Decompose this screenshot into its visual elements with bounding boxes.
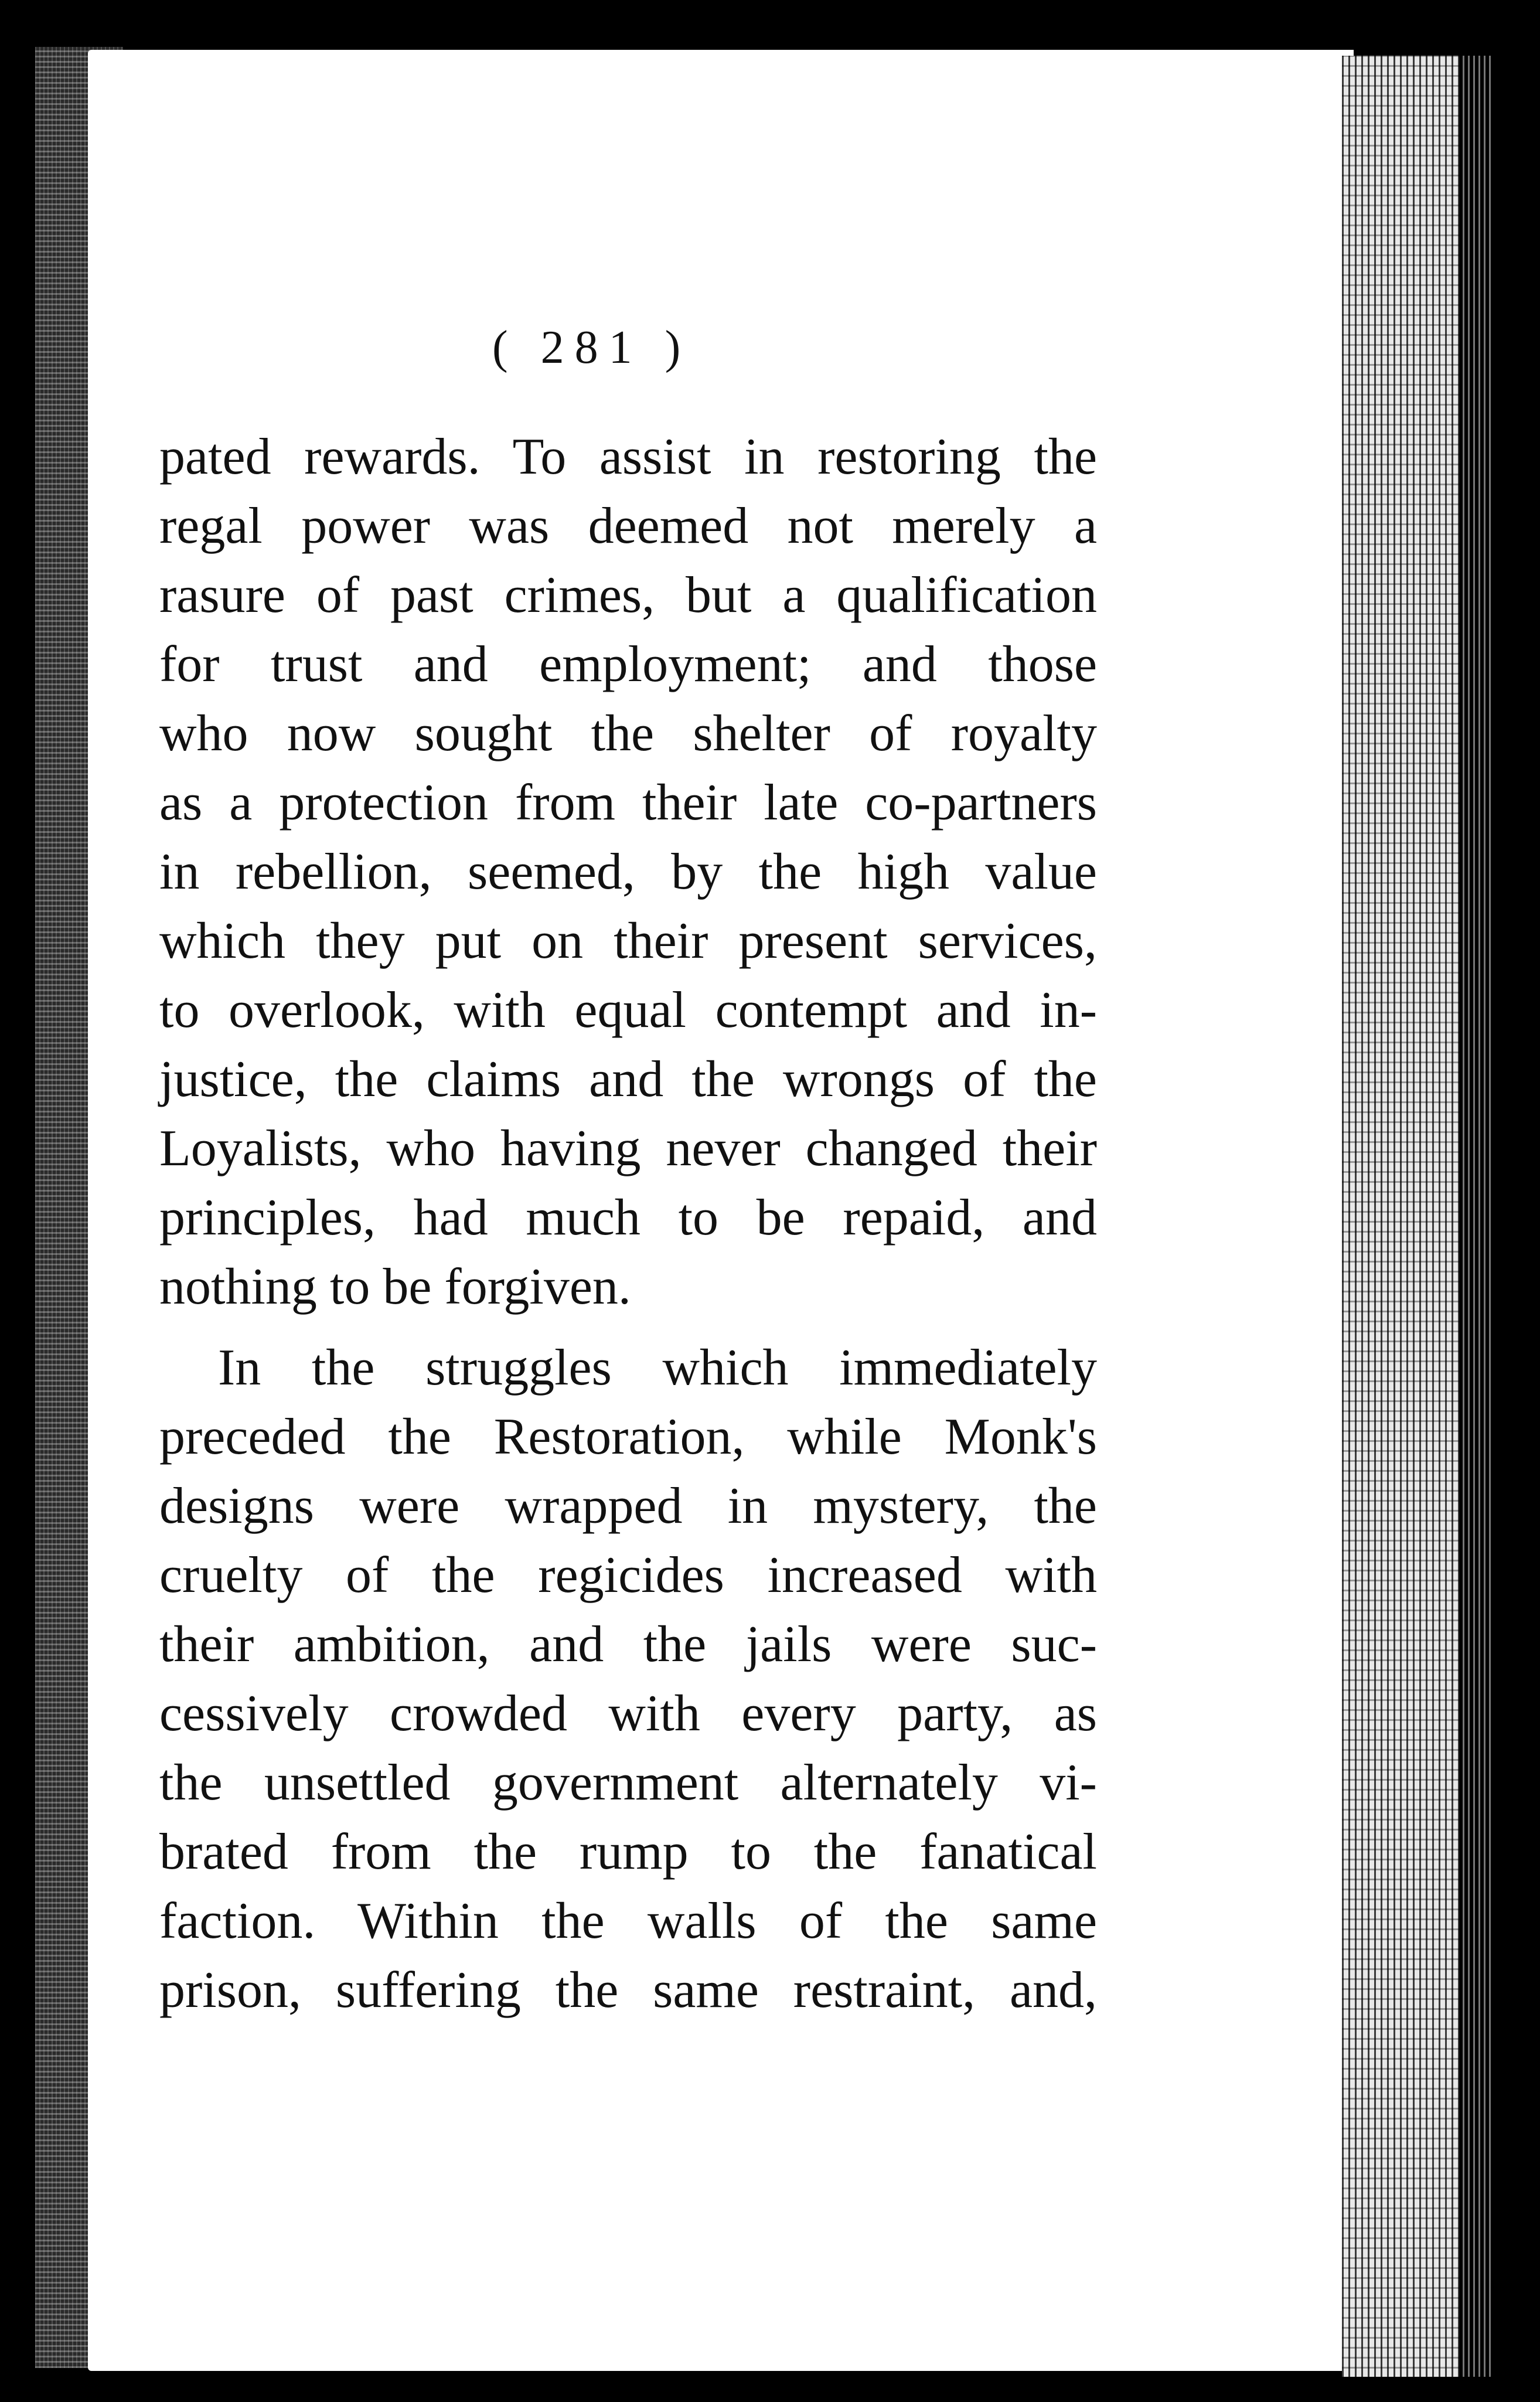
text-line: who now sought the shelter of royalty xyxy=(159,705,1097,762)
text-line: justice, the claims and the wrongs of the xyxy=(159,1051,1097,1108)
text-line: cruelty of the regicides increased with xyxy=(159,1547,1097,1604)
text-line: cessively crowded with every party, as xyxy=(159,1685,1097,1742)
text-line: their ambition, and the jails were suc- xyxy=(159,1616,1097,1673)
text-line: principles, had much to be repaid, and xyxy=(159,1189,1097,1246)
text-line-paragraph-start: In the struggles which immediately xyxy=(218,1339,1097,1396)
cover-edge xyxy=(1459,56,1494,2377)
text-line: brated from the rump to the fanatical xyxy=(159,1823,1097,1880)
text-line: preceded the Restoration, while Monk's xyxy=(159,1408,1097,1465)
text-line: the unsettled government alternately vi- xyxy=(159,1754,1097,1811)
page-number: ( 281 ) xyxy=(492,322,691,373)
text-line: for trust and employment; and those xyxy=(159,636,1097,693)
text-line: Loyalists, who having never changed their xyxy=(159,1120,1097,1177)
text-line-paragraph-end: nothing to be forgiven. xyxy=(159,1258,631,1315)
text-line: rasure of past crimes, but a qualification xyxy=(159,567,1097,624)
text-line: designs were wrapped in mystery, the xyxy=(159,1478,1097,1535)
text-line: as a protection from their late co-partners xyxy=(159,774,1097,831)
text-line: which they put on their present services, xyxy=(159,913,1097,969)
text-line: to overlook, with equal contempt and in- xyxy=(159,982,1097,1039)
text-line: regal power was deemed not merely a xyxy=(159,498,1097,554)
text-line: prison, suffering the same restraint, and, xyxy=(159,1962,1097,2019)
text-line: in rebellion, seemed, by the high value xyxy=(159,843,1097,900)
text-line: faction. Within the walls of the same xyxy=(159,1893,1097,1950)
text-line: pated rewards. To assist in restoring the xyxy=(159,428,1097,485)
